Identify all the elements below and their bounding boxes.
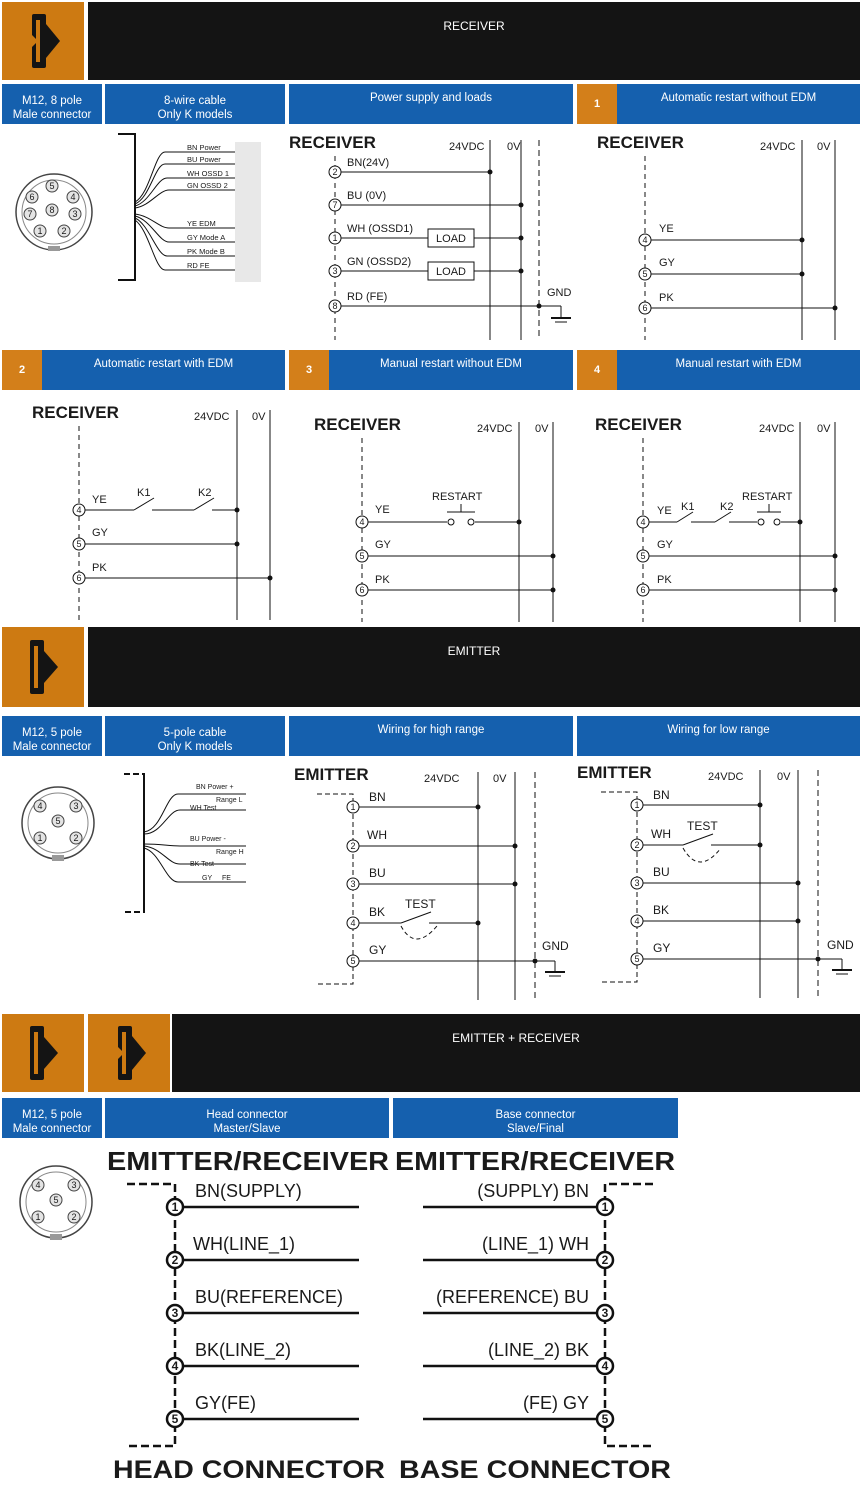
wire-label: (LINE_1) WH <box>481 1234 589 1254</box>
load-label: LOAD <box>436 233 466 245</box>
v24-label: 24VDC <box>477 423 513 435</box>
pin-num: 6 <box>359 585 365 595</box>
option-2-diagram <box>2 398 285 623</box>
wire-label: BU (0V) <box>347 190 387 202</box>
v24-label: 24VDC <box>449 141 485 153</box>
header-line: M12, 5 pole <box>21 726 83 739</box>
pin-label: 1 <box>37 226 43 236</box>
pin-label: 2 <box>61 226 67 236</box>
wire-label: BU <box>653 865 670 879</box>
header-line: Automatic restart without EDM <box>660 92 817 104</box>
wire-label: BN Power <box>187 143 221 152</box>
pin-num: 5 <box>171 1412 179 1426</box>
wire-label: GY <box>92 527 108 539</box>
emitter-icon <box>2 1014 84 1092</box>
er-connector-header <box>2 1098 102 1138</box>
wire-label: WH (OSSD1) <box>347 223 413 235</box>
pin-num: 5 <box>350 956 356 966</box>
er-section-title: EMITTER + RECEIVER <box>452 1031 580 1045</box>
emitter-icon-tile <box>2 627 84 707</box>
header-line: Power supply and loads <box>369 92 493 104</box>
wire-label: (REFERENCE) BU <box>435 1287 589 1307</box>
wire-label: GY <box>659 257 675 269</box>
header-line: Head connector <box>206 1108 288 1121</box>
diagram-title: RECEIVER <box>597 133 684 152</box>
v0-label: 0V <box>817 141 831 153</box>
pin-label: 1 <box>35 1212 41 1222</box>
er-receiver-icon-tile <box>88 1014 170 1092</box>
option-1-badge: 1 <box>577 84 617 124</box>
wire-label: PK Mode B <box>187 247 225 256</box>
emitter-cable-header <box>105 716 285 756</box>
diagram-title: RECEIVER <box>314 415 401 434</box>
pin-num: 3 <box>171 1306 179 1320</box>
header-line: Automatic restart with EDM <box>93 358 234 370</box>
pin-num: 6 <box>76 573 82 583</box>
wire-label: PK <box>657 574 672 586</box>
header-line: M12, 8 pole <box>21 94 83 107</box>
power-header <box>289 84 573 124</box>
wire-label: BU(REFERENCE) <box>195 1287 344 1307</box>
wire-label: GY <box>369 943 387 957</box>
pin-num: 5 <box>359 551 365 561</box>
pin-num: 1 <box>634 800 640 810</box>
diagram-title: EMITTER <box>294 765 369 784</box>
v0-label: 0V <box>507 141 521 153</box>
wire-label: BK Test <box>190 861 214 868</box>
emitter-section-header <box>88 627 860 707</box>
option-2-header <box>42 350 285 390</box>
wire-label: GY Mode A <box>187 233 226 242</box>
wire-label: GY <box>657 539 673 551</box>
pin-num: 4 <box>359 517 365 527</box>
header-line: Wiring for low range <box>667 724 770 736</box>
wire-label: YE <box>92 494 107 506</box>
wire-label: Range L <box>216 797 243 804</box>
header-line: Only K models <box>157 740 233 753</box>
wire-label: BN <box>653 788 670 802</box>
header-line: M12, 5 pole <box>21 1108 83 1121</box>
low-range-diagram <box>577 760 860 1005</box>
wire-label: PK <box>659 292 674 304</box>
pin-label: 8 <box>49 205 55 215</box>
k2-label: K2 <box>198 487 212 499</box>
er-section-header <box>172 1014 860 1092</box>
er-5pin-connector <box>18 1164 98 1244</box>
pin-label: 4 <box>37 801 43 811</box>
pin-num: 4 <box>350 918 356 928</box>
option-3-diagram <box>289 410 573 623</box>
pin-num: 5 <box>601 1412 609 1426</box>
pin-num: 4 <box>634 916 640 926</box>
v24-label: 24VDC <box>708 771 744 783</box>
wire-label: WH <box>651 827 671 841</box>
wire-label: BN Power + <box>196 784 234 791</box>
low-range-header <box>577 716 860 756</box>
pin-num: 3 <box>601 1306 609 1320</box>
pin-label: 4 <box>35 1180 41 1190</box>
receiver-8wire-cable <box>115 134 265 284</box>
option-3-badge: 3 <box>289 350 329 390</box>
v24-label: 24VDC <box>194 411 230 423</box>
wire-label: WH OSSD 1 <box>187 169 230 178</box>
pin-num: 5 <box>76 539 82 549</box>
pin-num: 1 <box>350 802 356 812</box>
wire-label: (LINE_2) BK <box>487 1340 589 1360</box>
v0-label: 0V <box>535 423 549 435</box>
head-connector-label: HEAD CONNECTOR <box>113 1456 385 1484</box>
v24-label: 24VDC <box>759 423 795 435</box>
pin-num: 1 <box>171 1200 179 1214</box>
wire-label: (FE) GY <box>523 1393 589 1413</box>
header-line: Master/Slave <box>213 1122 281 1135</box>
base-connector-header <box>393 1098 678 1138</box>
pin-num: 4 <box>642 235 648 245</box>
receiver-cable-header <box>105 84 285 124</box>
wire-label: GY <box>202 875 213 882</box>
test-label: TEST <box>405 897 436 911</box>
v24-label: 24VDC <box>424 773 460 785</box>
wire-label: YE EDM <box>187 219 216 228</box>
k2-label: K2 <box>720 501 734 513</box>
pin-num: 5 <box>634 954 640 964</box>
er-title: EMITTER/RECEIVER <box>107 1146 390 1176</box>
receiver-icon <box>88 1014 170 1092</box>
wire-label: (SUPPLY) BN <box>477 1181 589 1201</box>
head-connector-header <box>105 1098 389 1138</box>
pin-label: 5 <box>49 181 55 191</box>
wire-label: BU <box>369 866 386 880</box>
pin-label: 4 <box>70 192 76 202</box>
wire-label: BK(LINE_2) <box>195 1340 292 1360</box>
emitter-section-title: EMITTER <box>447 644 501 658</box>
option-4-badge: 4 <box>577 350 617 390</box>
restart-label: RESTART <box>432 491 483 503</box>
receiver-connector-header <box>2 84 102 124</box>
option-3-header <box>329 350 573 390</box>
pin-num: 4 <box>76 505 82 515</box>
head-connector-diagram <box>105 1142 393 1492</box>
restart-label: RESTART <box>742 491 793 503</box>
wire-label: GY(FE) <box>195 1393 256 1413</box>
pin-label: 2 <box>71 1212 77 1222</box>
pin-label: 7 <box>27 209 33 219</box>
header-line: Manual restart without EDM <box>380 358 522 370</box>
wire-label: GN (OSSD2) <box>347 256 412 268</box>
pin-num: 2 <box>171 1253 179 1267</box>
pin-num: 3 <box>332 266 338 276</box>
load-label: LOAD <box>436 266 466 278</box>
header-line: Only K models <box>157 108 233 121</box>
wire-label: GN OSSD 2 <box>187 181 228 190</box>
receiver-icon-tile <box>2 2 84 80</box>
diagram-title: RECEIVER <box>289 133 376 152</box>
header-line: Manual restart with EDM <box>675 358 802 370</box>
base-connector-diagram <box>393 1142 678 1492</box>
pin-label: 5 <box>53 1195 59 1205</box>
wire-label: GY <box>375 539 391 551</box>
power-supply-diagram <box>289 128 573 343</box>
diagram-title: RECEIVER <box>595 415 682 434</box>
wire-label: BN <box>369 790 386 804</box>
emitter-5wire-cable <box>122 772 252 917</box>
er-title: EMITTER/RECEIVER <box>395 1146 676 1176</box>
pin-num: 1 <box>332 233 338 243</box>
v24-label: 24VDC <box>760 141 796 153</box>
v0-label: 0V <box>493 773 507 785</box>
pin-num: 6 <box>640 585 646 595</box>
pin-num: 5 <box>640 551 646 561</box>
pin-num: 2 <box>601 1253 609 1267</box>
wire-label: FE <box>222 875 231 882</box>
option-4-diagram <box>577 410 860 623</box>
option-4-header <box>617 350 860 390</box>
wire-label: YE <box>375 504 390 516</box>
pin-num: 4 <box>640 517 646 527</box>
pin-label: 2 <box>73 833 79 843</box>
emitter-5pin-connector <box>20 785 100 865</box>
emitter-icon <box>2 627 84 707</box>
header-line: Male connector <box>12 108 92 121</box>
header-line: Male connector <box>12 740 92 753</box>
pin-num: 4 <box>171 1359 179 1373</box>
wire-label: WH(LINE_1) <box>193 1234 296 1254</box>
receiver-section-title: RECEIVER <box>443 19 505 33</box>
base-connector-label: BASE CONNECTOR <box>399 1456 671 1484</box>
v0-label: 0V <box>777 771 791 783</box>
high-range-header <box>289 716 573 756</box>
v0-label: 0V <box>817 423 831 435</box>
pin-num: 7 <box>332 200 338 210</box>
pin-label: 3 <box>71 1180 77 1190</box>
wire-label: PK <box>375 574 390 586</box>
diagram-title: EMITTER <box>577 763 652 782</box>
wire-label: YE <box>657 505 672 517</box>
emitter-connector-header <box>2 716 102 756</box>
v0-label: 0V <box>252 411 266 423</box>
test-label: TEST <box>687 819 718 833</box>
header-line: Wiring for high range <box>377 724 485 736</box>
option-1-diagram <box>577 128 860 343</box>
wire-label: RD (FE) <box>347 291 388 303</box>
pin-num: 4 <box>601 1359 609 1373</box>
gnd-label: GND <box>542 939 569 953</box>
pin-label: 3 <box>72 209 78 219</box>
header-line: 5-pole cable <box>163 726 227 739</box>
wire-label: GY <box>653 941 671 955</box>
pin-num: 2 <box>332 167 338 177</box>
pin-num: 6 <box>642 303 648 313</box>
diagram-title: RECEIVER <box>32 403 119 422</box>
wire-label: WH <box>367 828 387 842</box>
wire-label: YE <box>659 223 674 235</box>
header-line: 8-wire cable <box>164 94 226 107</box>
er-emitter-icon-tile <box>2 1014 84 1092</box>
wire-label: PK <box>92 562 107 574</box>
pin-label: 1 <box>37 833 43 843</box>
wire-label: Range H <box>216 849 244 856</box>
receiver-section-header <box>88 2 860 80</box>
wire-label: BU Power - <box>190 836 226 843</box>
pin-label: 3 <box>73 801 79 811</box>
wire-label: BN(SUPPLY) <box>195 1181 302 1201</box>
wire-label: BN(24V) <box>347 157 390 169</box>
pin-num: 2 <box>634 840 640 850</box>
gnd-label: GND <box>827 938 854 952</box>
header-line: Slave/Final <box>507 1122 564 1135</box>
wire-label: BK <box>369 905 386 919</box>
pin-num: 3 <box>634 878 640 888</box>
pin-num: 1 <box>601 1200 609 1214</box>
wire-label: BU Power <box>187 155 221 164</box>
option-1-header <box>617 84 860 124</box>
wire-label: WH Test <box>190 805 217 812</box>
pin-num: 5 <box>642 269 648 279</box>
header-line: Male connector <box>12 1122 92 1135</box>
header-line: Base connector <box>495 1108 576 1121</box>
wire-label: RD FE <box>187 261 210 270</box>
receiver-8pin-connector <box>12 170 96 254</box>
pin-num: 2 <box>350 841 356 851</box>
pin-num: 3 <box>350 879 356 889</box>
k1-label: K1 <box>681 501 695 513</box>
wire-label: BK <box>653 903 670 917</box>
option-2-badge: 2 <box>2 350 42 390</box>
pin-label: 5 <box>55 816 61 826</box>
high-range-diagram <box>289 760 573 1005</box>
pin-num: 8 <box>332 301 338 311</box>
receiver-icon <box>2 2 84 80</box>
k1-label: K1 <box>137 487 151 499</box>
pin-label: 6 <box>29 192 35 202</box>
gnd-label: GND <box>547 287 572 299</box>
